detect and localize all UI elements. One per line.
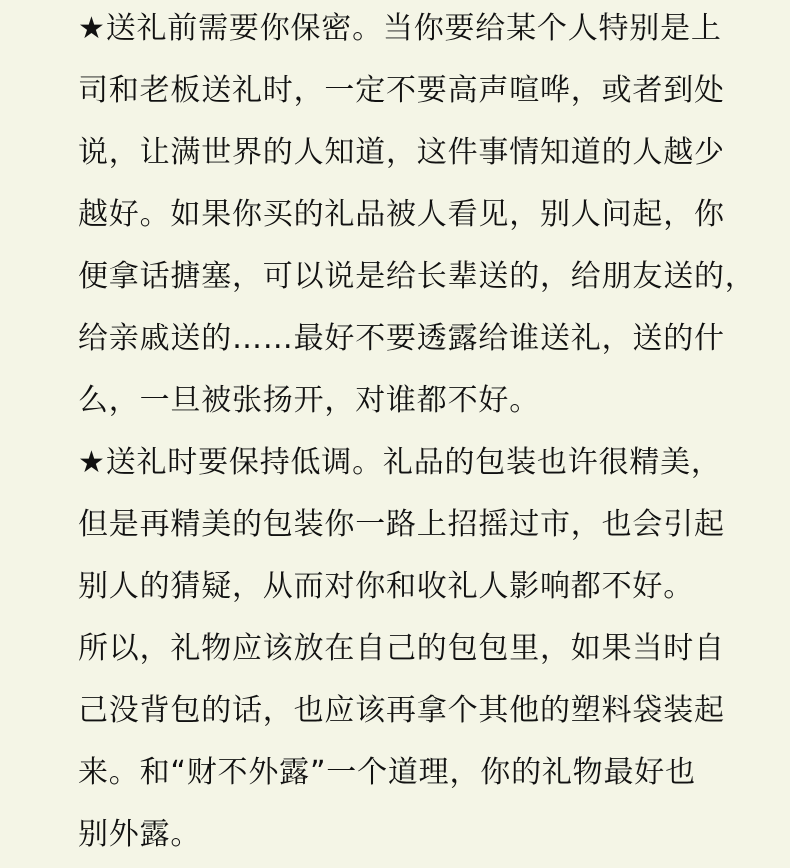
text-line: ★送礼时要保持低调。礼品的包装也许很精美， xyxy=(78,445,722,480)
text-line: 别人的猜疑，从而对你和收礼人影响都不好。 xyxy=(78,569,694,604)
text-line: ★送礼前需要你保密。当你要给某个人特别是上 xyxy=(78,11,722,46)
text-line: 别外露。 xyxy=(78,817,202,852)
article-body xyxy=(78,0,778,868)
text-line: 己没背包的话，也应该再拿个其他的塑料袋装起 xyxy=(78,693,725,728)
text-line: 说，让满世界的人知道，这件事情知道的人越少 xyxy=(78,135,725,170)
text-line: 越好。如果你买的礼品被人看见，别人问起，你 xyxy=(78,197,725,232)
text-line: 么，一旦被张扬开，对谁都不好。 xyxy=(78,383,540,418)
text-line: 便拿话搪塞，可以说是给长辈送的，给朋友送的， xyxy=(78,259,756,294)
text-line: 但是再精美的包装你一路上招摇过市，也会引起 xyxy=(78,507,725,542)
text-line: 司和老板送礼时，一定不要高声喧哗，或者到处 xyxy=(78,73,725,108)
text-line: 来。和“财不外露”一个道理，你的礼物最好也 xyxy=(78,755,696,790)
text-line: 给亲戚送的……最好不要透露给谁送礼，送的什 xyxy=(78,321,725,356)
text-line: 所以，礼物应该放在自己的包包里，如果当时自 xyxy=(78,631,725,666)
